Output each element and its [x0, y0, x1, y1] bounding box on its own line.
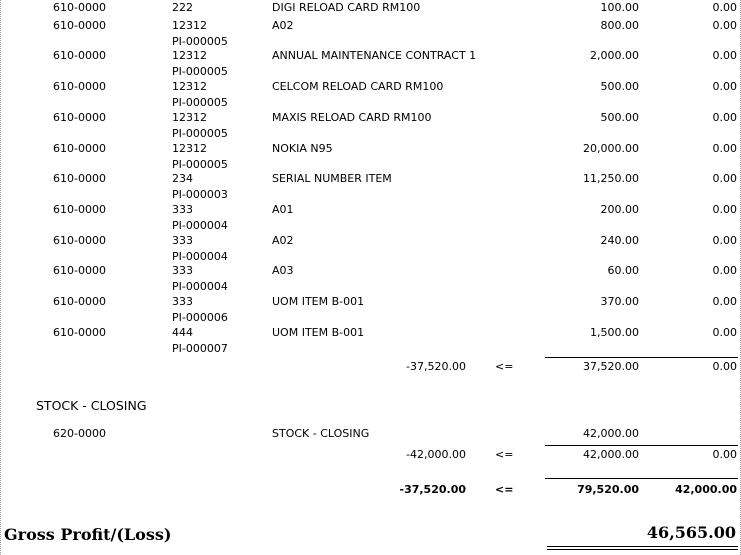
cell-desc: DIGI RELOAD CARD RM100 — [272, 1, 421, 14]
cell-amount2: 0.00 — [712, 203, 737, 216]
gross-profit-value: 46,565.00 — [646, 523, 736, 542]
gross-profit-double-rule-top — [547, 546, 738, 547]
cell-ref: 12312 — [172, 80, 207, 93]
cell-ref2: PI-000005 — [172, 96, 228, 109]
cell-amount: 200.00 — [600, 203, 639, 216]
stock-subtotal-amount2: 0.00 — [712, 448, 737, 461]
stock-subtotal-left: -42,000.00 — [406, 448, 466, 461]
cell-desc: A01 — [272, 203, 294, 216]
purchase-subtotal-left: -37,520.00 — [406, 360, 466, 373]
cell-ref: 12312 — [172, 111, 207, 124]
cell-ref2: PI-000003 — [172, 188, 228, 201]
cell-amount: 2,000.00 — [590, 49, 639, 62]
gross-profit-label: Gross Profit/(Loss) — [4, 525, 172, 544]
stock-subtotal-arrow: <= — [495, 448, 514, 461]
cell-amount2: 0.00 — [712, 19, 737, 32]
cell-account: 610-0000 — [53, 111, 106, 124]
cell-amount2: 0.00 — [712, 326, 737, 339]
cell-account: 610-0000 — [53, 49, 106, 62]
cell-ref: 333 — [172, 295, 193, 308]
stock-closing-amount: 42,000.00 — [583, 427, 639, 440]
cell-ref: 12312 — [172, 49, 207, 62]
cell-desc: UOM ITEM B-001 — [272, 295, 365, 308]
cell-account: 610-0000 — [53, 264, 106, 277]
cell-amount: 500.00 — [600, 111, 639, 124]
grand-total-rule — [545, 478, 738, 479]
section-title-stock-closing: STOCK - CLOSING — [36, 398, 147, 413]
cell-ref2: PI-000005 — [172, 127, 228, 140]
stock-subtotal-rule — [545, 445, 738, 446]
cell-ref: 333 — [172, 264, 193, 277]
cell-ref2: PI-000006 — [172, 311, 228, 324]
purchase-subtotal-amount2: 0.00 — [712, 360, 737, 373]
stock-closing-desc: STOCK - CLOSING — [272, 427, 370, 440]
cell-ref2: PI-000007 — [172, 342, 228, 355]
cell-amount: 370.00 — [600, 295, 639, 308]
cell-amount: 60.00 — [607, 264, 639, 277]
purchase-subtotal-arrow: <= — [495, 360, 514, 373]
gross-profit-double-rule-bottom — [547, 549, 738, 550]
cell-ref: 222 — [172, 1, 193, 14]
cell-ref: 234 — [172, 172, 193, 185]
cell-amount2: 0.00 — [712, 111, 737, 124]
cell-ref2: PI-000005 — [172, 35, 228, 48]
cell-account: 610-0000 — [53, 203, 106, 216]
cell-amount2: 0.00 — [712, 80, 737, 93]
cell-account: 610-0000 — [53, 295, 106, 308]
cell-amount: 240.00 — [600, 234, 639, 247]
cell-ref2: PI-000004 — [172, 280, 228, 293]
cell-ref2: PI-000005 — [172, 65, 228, 78]
cell-account: 610-0000 — [53, 172, 106, 185]
cell-ref: 333 — [172, 203, 193, 216]
grand-total-amount: 79,520.00 — [577, 483, 639, 496]
purchase-subtotal-amount: 37,520.00 — [583, 360, 639, 373]
cell-amount2: 0.00 — [712, 142, 737, 155]
grand-total-left: -37,520.00 — [399, 483, 466, 496]
stock-subtotal-amount: 42,000.00 — [583, 448, 639, 461]
cell-account: 610-0000 — [53, 1, 106, 14]
cell-account: 610-0000 — [53, 80, 106, 93]
cell-ref2: PI-000004 — [172, 219, 228, 232]
cell-amount: 500.00 — [600, 80, 639, 93]
subtotal-rule — [545, 357, 738, 358]
cell-desc: NOKIA N95 — [272, 142, 333, 155]
cell-amount2: 0.00 — [712, 1, 737, 14]
grand-total-arrow: <= — [495, 483, 514, 496]
cell-ref: 444 — [172, 326, 193, 339]
cell-amount2: 0.00 — [712, 234, 737, 247]
cell-amount2: 0.00 — [712, 264, 737, 277]
cell-desc: A02 — [272, 19, 294, 32]
cell-account: 610-0000 — [53, 19, 106, 32]
cell-amount: 11,250.00 — [583, 172, 639, 185]
cell-desc: SERIAL NUMBER ITEM — [272, 172, 392, 185]
cell-amount: 800.00 — [600, 19, 639, 32]
cell-ref2: PI-000004 — [172, 250, 228, 263]
cell-desc: A02 — [272, 234, 294, 247]
cell-desc: UOM ITEM B-001 — [272, 326, 365, 339]
cell-desc: CELCOM RELOAD CARD RM100 — [272, 80, 444, 93]
cell-desc: ANNUAL MAINTENANCE CONTRACT 1 — [272, 49, 477, 62]
stock-closing-account: 620-0000 — [53, 427, 106, 440]
cell-ref: 333 — [172, 234, 193, 247]
cell-account: 610-0000 — [53, 142, 106, 155]
cell-amount: 100.00 — [600, 1, 639, 14]
cell-amount2: 0.00 — [712, 49, 737, 62]
cell-amount: 20,000.00 — [583, 142, 639, 155]
cell-account: 610-0000 — [53, 234, 106, 247]
cell-desc: MAXIS RELOAD CARD RM100 — [272, 111, 432, 124]
cell-ref: 12312 — [172, 19, 207, 32]
cell-account: 610-0000 — [53, 326, 106, 339]
cell-ref: 12312 — [172, 142, 207, 155]
cell-amount2: 0.00 — [712, 295, 737, 308]
cell-desc: A03 — [272, 264, 294, 277]
cell-ref2: PI-000005 — [172, 158, 228, 171]
cell-amount2: 0.00 — [712, 172, 737, 185]
grand-total-amount2: 42,000.00 — [675, 483, 737, 496]
cell-amount: 1,500.00 — [590, 326, 639, 339]
